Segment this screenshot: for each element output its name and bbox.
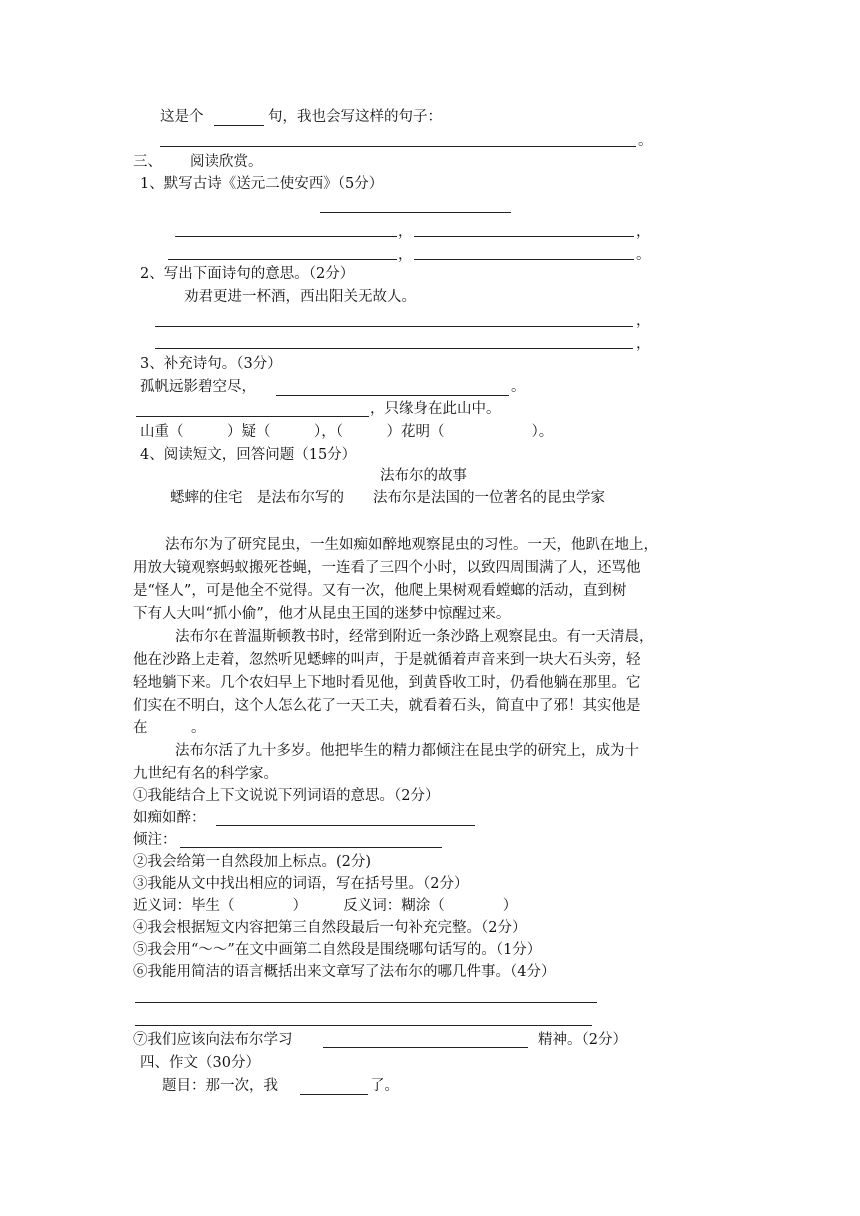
section-3-title: 阅读欣赏。 bbox=[190, 154, 263, 170]
paragraph-1-line: 下有人大叫“抓小偷”，他才从昆虫王国的迷梦中惊醒过来。 bbox=[133, 606, 511, 622]
paragraph-1-line: 是“怪人”，可是他全不觉得。又有一次，他爬上果树观看螳螂的活动，直到树 bbox=[133, 583, 627, 599]
subquestion-6: ⑥我能用简洁的语言概括出来文章写了法布尔的哪几件事。（4分） bbox=[133, 964, 556, 980]
poem-line-1-blank[interactable] bbox=[175, 236, 397, 237]
period: 。 bbox=[636, 247, 651, 263]
paragraph-2-line: 他在沙路上走着，忽然听见蟋蟀的叫声，于是就循着声音来到一块大石头旁，轻 bbox=[133, 652, 641, 668]
poem-title-blank[interactable] bbox=[320, 212, 511, 213]
sentence-prompt-b: 句，我也会写这样的句子： bbox=[268, 109, 442, 125]
paragraph-1-line: 法布尔为了研究昆虫，一生如痴如醉地观察昆虫的习性。一天，他趴在地上， bbox=[165, 537, 658, 553]
subquestion-3: ③我能从文中找出相应的词语，写在括号里。（2分） bbox=[133, 876, 469, 892]
comma: ， bbox=[636, 313, 651, 329]
essay-topic-blank[interactable] bbox=[300, 1094, 368, 1095]
poem-quote: 劝君更进一杯酒，西出阳关无故人。 bbox=[184, 289, 416, 305]
story-subtitle: 蟋蟀的住宅 是法布尔写的 法布尔是法国的一位著名的昆虫学家 bbox=[170, 490, 605, 506]
poem-line-3-blank[interactable] bbox=[168, 259, 397, 260]
poem-fill-a-blank[interactable] bbox=[276, 395, 509, 396]
subquestion-1-term-a: 如痴如醉： bbox=[133, 810, 206, 826]
subquestion-1-term-b: 倾注： bbox=[133, 832, 177, 848]
subquestion-4: ④我会根据短文内容把第三自然段最后一句补充完整。（2分） bbox=[133, 920, 527, 936]
comma: ， bbox=[398, 247, 413, 263]
question-4: 4、阅读短文，回答问题（15分） bbox=[140, 447, 357, 463]
subquestion-1: ①我能结合上下文说说下列词语的意思。（2分） bbox=[133, 788, 440, 804]
spirit-blank[interactable] bbox=[323, 1047, 528, 1048]
section-4-title: 四、作文（30分） bbox=[140, 1055, 260, 1071]
comma: ， bbox=[636, 336, 651, 352]
comma: ， bbox=[398, 224, 413, 240]
paragraph-2-line: 法布尔在普温斯顿教书时，经常到附近一条沙路上观察昆虫。有一天清晨， bbox=[175, 629, 654, 645]
period: 。 bbox=[638, 133, 653, 149]
paragraph-2-line: 轻地躺下来。几个农妇早上下地时看见他，到黄昏收工时，仍看他躺在那里。它 bbox=[133, 675, 641, 691]
subquestion-2: ②我会给第一自然段加上标点。(2分) bbox=[133, 854, 372, 870]
sentence-type-blank[interactable] bbox=[214, 125, 264, 126]
question-1: 1、默写古诗《送元二使安西》（5分） bbox=[140, 176, 384, 192]
term-a-blank[interactable] bbox=[216, 825, 475, 826]
story-title: 法布尔的故事 bbox=[380, 468, 467, 484]
meaning-line-2[interactable] bbox=[155, 348, 633, 349]
comma: ， bbox=[636, 224, 651, 240]
paragraph-3-line: 法布尔活了九十多岁。他把毕生的精力都倾注在昆虫学的研究上，成为十 bbox=[175, 743, 639, 759]
subquestion-3-words: 近义词：毕生（ ） 反义词：糊涂（ ） bbox=[133, 898, 518, 914]
poem-line-4-blank[interactable] bbox=[414, 259, 634, 260]
summary-line-2[interactable] bbox=[135, 1025, 592, 1026]
paragraph-1-line: 用放大镜观察蚂蚁搬死苍蝇，一连看了三四个小时，以致四周围满了人，还骂他 bbox=[133, 560, 641, 576]
essay-topic-b: 了。 bbox=[370, 1078, 399, 1094]
term-b-blank[interactable] bbox=[180, 847, 442, 848]
section-3-number: 三、 bbox=[133, 154, 162, 170]
poem-line-2-blank[interactable] bbox=[414, 236, 634, 237]
meaning-line-1[interactable] bbox=[155, 326, 633, 327]
subquestion-7-a: ⑦我们应该向法布尔学习 bbox=[133, 1032, 293, 1048]
poem-fill-a: 孤帆远影碧空尽， bbox=[140, 379, 256, 395]
paragraph-3-line: 九世纪有名的科学家。 bbox=[133, 766, 278, 782]
summary-line-1[interactable] bbox=[135, 1002, 597, 1003]
question-3: 3、补充诗句。（3分） bbox=[140, 356, 282, 372]
poem-fill-b-blank[interactable] bbox=[136, 416, 369, 417]
paragraph-2-line: 在 。 bbox=[133, 720, 206, 736]
question-2: 2、写出下面诗句的意思。（2分） bbox=[140, 266, 355, 282]
essay-topic-a: 题目：那一次，我 bbox=[162, 1078, 278, 1094]
poem-fill-b: ，只缘身在此山中。 bbox=[370, 401, 501, 417]
paragraph-2-line: 们实在不明白，这个人怎么花了一天工夫，就看着石头，简直中了邪！其实他是 bbox=[133, 698, 641, 714]
poem-fill-c: 山重（ ）疑（ ），（ ）花明（ ）。 bbox=[140, 424, 554, 440]
subquestion-7-b: 精神。（2分） bbox=[538, 1032, 627, 1048]
period: 。 bbox=[511, 379, 526, 395]
subquestion-5: ⑤我会用“～～”在文中画第二自然段是围绕哪句话写的。（1分） bbox=[133, 942, 542, 958]
sentence-answer-line[interactable] bbox=[160, 146, 636, 147]
sentence-prompt-a: 这是个 bbox=[160, 109, 204, 125]
